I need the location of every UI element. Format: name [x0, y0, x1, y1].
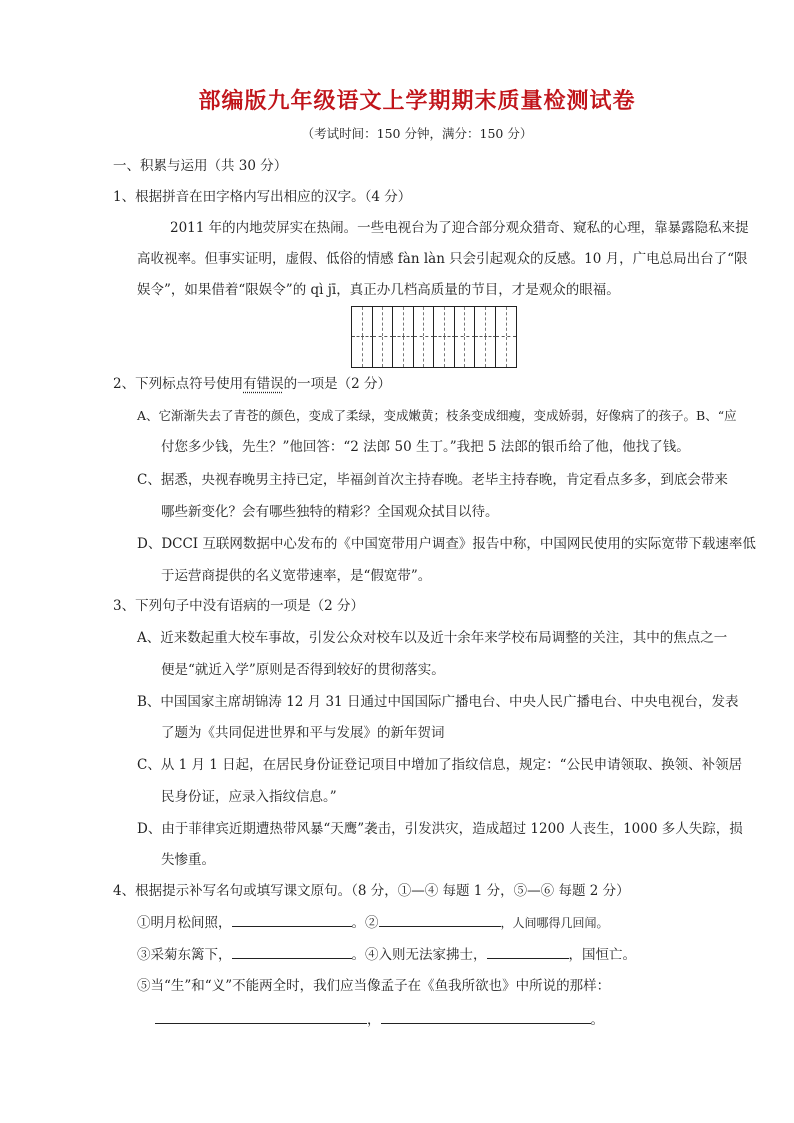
question-4-line — [137, 944, 636, 965]
prompt-text: 的一项是（2 分） — [283, 376, 391, 392]
poem-text: ①明月松间照， — [137, 915, 232, 931]
question-1-passage-line: 高收视率。但事实证明，虚假、低俗的情感 fàn làn 只会引起观众的反感。10 月，广电总局出台了“限 — [137, 251, 748, 267]
question-4-line — [137, 912, 609, 933]
answer-blank[interactable] — [155, 1009, 367, 1024]
grid-cell[interactable] — [373, 307, 394, 337]
question-3-option: 了题为《共同促进世界和平与发展》的新年贺词 — [161, 725, 445, 741]
grid-cell[interactable] — [475, 337, 496, 367]
poem-text: ③采菊东篱下， — [137, 947, 232, 963]
answer-blank[interactable] — [232, 944, 352, 959]
question-2-option: 哪些新变化？会有哪些独特的精彩？全国观众拭目以待。 — [161, 504, 499, 520]
question-3-option: D、由于菲律宾近期遭热带风暴“天鹰”袭击，引发洪灾，造成超过 1200 人丧生，1000 多人失踪，损 — [137, 821, 743, 837]
question-4-line: ⑤当“生”和“义”不能两全时，我们应当像孟子在《鱼我所欲也》中所说的那样： — [137, 978, 611, 994]
question-4-prompt: 4、根据提示补写名句或填写课文原句。（8 分，①—④ 每题 1 分，⑤—⑥ 每题 2 分） — [113, 883, 630, 899]
section-heading: 一、积累与运用（共 30 分） — [113, 158, 288, 174]
answer-blank[interactable] — [232, 912, 352, 927]
question-3-option: B、中国国家主席胡锦涛 12 月 31 日通过中国国际广播电台、中央人民广播电台、中央电视台，发表 — [137, 694, 739, 710]
question-3-option: 失惨重。 — [161, 852, 215, 868]
question-1-prompt: 1、根据拼音在田字格内写出相应的汉字。（4 分） — [113, 189, 412, 205]
grid-cell[interactable] — [414, 337, 435, 367]
answer-blank[interactable] — [381, 1009, 591, 1024]
grid-cell[interactable] — [414, 307, 435, 337]
question-3-option: 民身份证，应录入指纹信息。” — [161, 789, 337, 805]
question-3-option: A、近来数起重大校车事故，引发公众对校车以及近十余年来学校布局调整的关注，其中的焦点之一 — [137, 630, 728, 646]
grid-cell[interactable] — [373, 337, 394, 367]
answer-blank[interactable] — [379, 912, 501, 927]
tianzige-grid[interactable] — [351, 306, 517, 368]
grid-cell[interactable] — [434, 307, 455, 337]
grid-cell[interactable] — [352, 307, 373, 337]
question-2-option: A、它渐渐失去了青苍的颜色，变成了柔绿，变成嫩黄；枝条变成细瘦，变成娇弱，好像病了的孩子。B、“应 — [137, 408, 737, 423]
punctuation: ， — [367, 1012, 381, 1028]
poem-text: 。② — [351, 915, 379, 931]
poem-text: ，人间哪得几回闻。 — [500, 916, 609, 930]
question-2-option: 付您多少钱，先生？”他回答：“2 法郎 50 生丁。”我把 5 法郎的银币给了他，他找了钱。 — [161, 439, 690, 455]
grid-cell[interactable] — [455, 337, 476, 367]
question-2-option: D、DCCI 互联网数据中心发布的《中国宽带用户调查》报告中称，中国网民使用的实际宽带下载速率低 — [137, 536, 756, 552]
grid-cell[interactable] — [393, 337, 414, 367]
grid-cell[interactable] — [434, 337, 455, 367]
question-4-line — [155, 1009, 604, 1030]
poem-text: ，国恒亡。 — [568, 947, 636, 963]
question-2-option: C、据悉，央视春晚男主持已定，毕福剑首次主持春晚。老毕主持春晚，肯定看点多多，到底会带来 — [137, 472, 728, 488]
grid-cell[interactable] — [496, 337, 517, 367]
grid-cell[interactable] — [496, 307, 517, 337]
punctuation: 。 — [590, 1012, 604, 1028]
grid-cell[interactable] — [455, 307, 476, 337]
question-1-passage-line: 娱令”，如果借着“限娱令”的 qì jī，真正办几档高质量的节目，才是观众的眼福。 — [137, 282, 620, 298]
grid-cell[interactable] — [475, 307, 496, 337]
emphasis-text: 有错误 — [243, 376, 284, 392]
grid-cell[interactable] — [352, 337, 373, 367]
exam-info: （考试时间：150 分钟，满分：150 分） — [301, 126, 533, 141]
question-3-option: 便是“就近入学”原则是否得到较好的贯彻落实。 — [161, 662, 445, 678]
page-title: 部编版九年级语文上学期期末质量检测试卷 — [198, 89, 636, 114]
answer-blank[interactable] — [487, 944, 569, 959]
question-3-prompt: 3、下列句子中没有语病的一项是（2 分） — [113, 598, 364, 614]
question-3-option: C、从 1 月 1 日起，在居民身份证登记项目中增加了指纹信息，规定：“公民申请领取、换领、补领居 — [137, 757, 743, 773]
question-2-option: 于运营商提供的名义宽带速率，是“假宽带”。 — [161, 568, 432, 584]
grid-cell[interactable] — [393, 307, 414, 337]
question-2-prompt — [113, 374, 391, 394]
poem-text: 。④入则无法家拂士， — [351, 947, 487, 963]
prompt-text: 2、下列标点符号使用 — [113, 376, 244, 392]
question-1-passage-line: 2011 年的内地荧屏实在热闹。一些电视台为了迎合部分观众猎奇、窥私的心理，靠暴露隐私来提 — [170, 220, 749, 236]
